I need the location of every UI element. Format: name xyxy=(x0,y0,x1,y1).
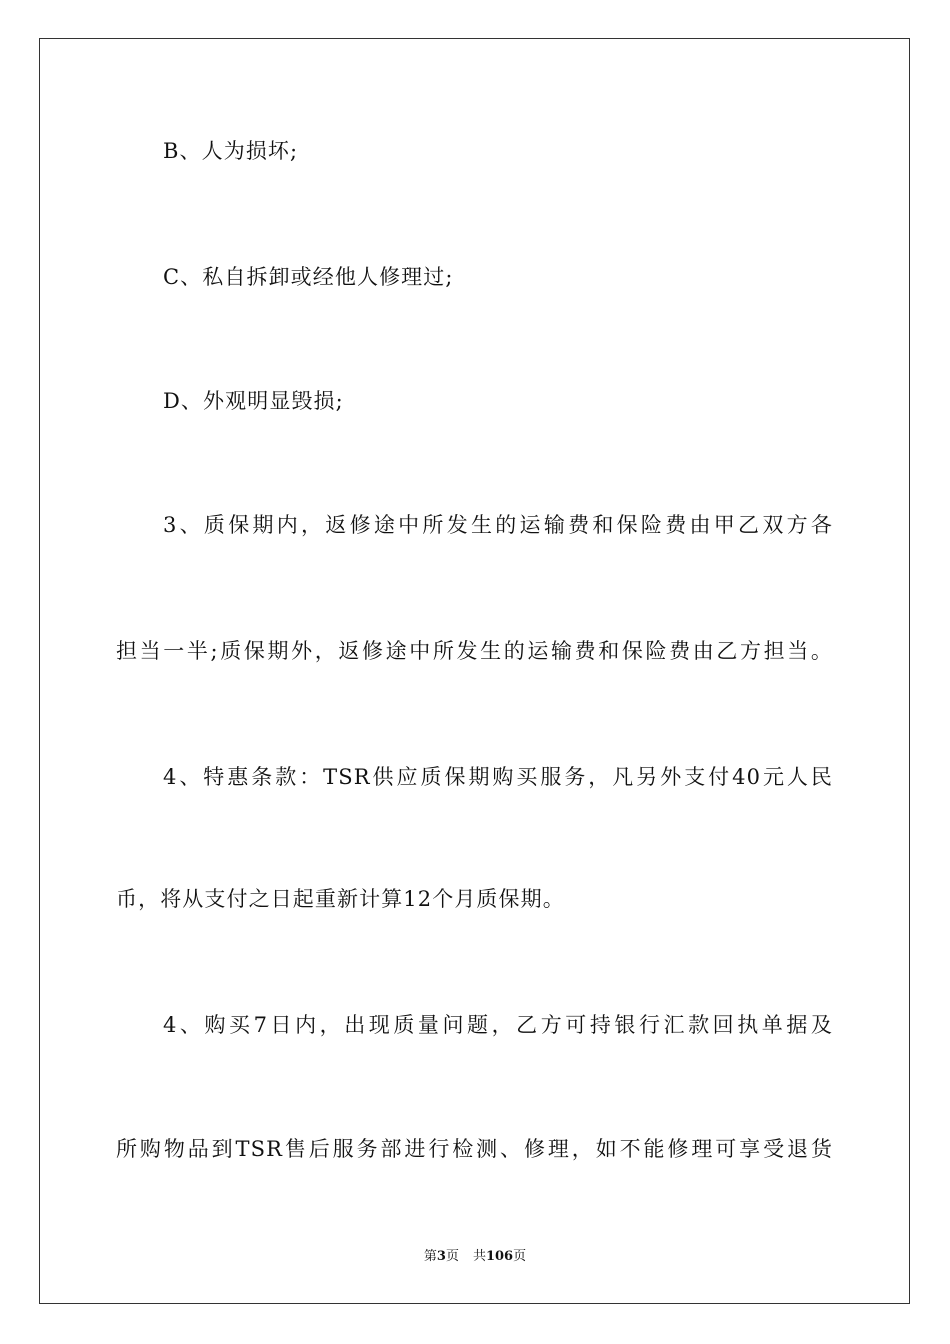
page-footer xyxy=(0,1248,950,1266)
text-line-7: 币，将从支付之日起重新计算12个月质保期。 xyxy=(116,887,565,911)
footer-total-number: 106 xyxy=(485,1249,514,1264)
page-border xyxy=(39,38,910,1304)
text-line-6: 4、特惠条款：TSR供应质保期购买服务，凡另外支付40元人民 xyxy=(163,765,833,789)
footer-page-prefix: 第 xyxy=(423,1249,437,1264)
text-line-8: 4、购买7日内，出现质量问题，乙方可持银行汇款回执单据及 xyxy=(163,1013,833,1037)
text-line-5: 担当一半;质保期外，返修途中所发生的运输费和保险费由乙方担当。 xyxy=(116,639,833,663)
footer-page-number: 3 xyxy=(436,1249,446,1264)
text-line-9: 所购物品到TSR售后服务部进行检测、修理，如不能修理可享受退货 xyxy=(116,1137,833,1161)
text-line-4: 3、质保期内，返修途中所发生的运输费和保险费由甲乙双方各 xyxy=(163,513,833,537)
footer-page-suffix: 页 xyxy=(445,1249,459,1264)
text-line-2: C、私自拆卸或经他人修理过; xyxy=(163,265,454,289)
text-line-3: D、外观明显毁损; xyxy=(163,389,344,413)
text-line-1: B、人为损坏; xyxy=(163,139,299,163)
footer-total-suffix: 页 xyxy=(513,1249,527,1264)
footer-total-prefix: 共 xyxy=(472,1249,486,1264)
